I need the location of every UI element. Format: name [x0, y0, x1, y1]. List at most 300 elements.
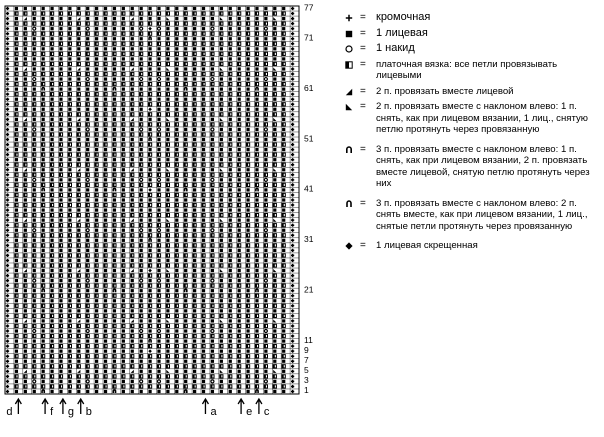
- chart-cell-knit: [122, 339, 125, 342]
- chart-cell-garter: [255, 365, 258, 368]
- chart-cell-garter: [238, 183, 241, 186]
- chart-cell-garter: [184, 22, 187, 25]
- chart-cell-knit: [220, 178, 223, 181]
- chart-cell-garter: [211, 274, 214, 277]
- chart-cell-garter: [24, 123, 27, 126]
- legend-item-garter: [342, 59, 600, 82]
- chart-cell-garter: [255, 203, 258, 206]
- chart-cell-knit: [95, 17, 98, 20]
- row-label: 71: [304, 32, 314, 43]
- chart-cell-knit: [264, 219, 267, 222]
- chart-cell-garter: [211, 62, 214, 65]
- chart-cell-garter: [193, 314, 196, 317]
- chart-cell-garter: [264, 52, 267, 55]
- legend-text: платочная вязка: все петли провязывать лицевыми: [376, 58, 558, 81]
- chart-cell-garter: [15, 324, 18, 327]
- chart-cell-knit: [246, 37, 249, 40]
- chart-cell-knit: [282, 299, 285, 302]
- chart-cell-knit: [86, 7, 89, 10]
- chart-cell-knit: [202, 158, 205, 161]
- chart-cell-knit: [175, 98, 178, 101]
- chart-cell-garter: [24, 224, 27, 227]
- chart-cell-knit: [193, 27, 196, 30]
- chart-cell-knit: [113, 168, 116, 171]
- chart-cell-garter: [157, 334, 160, 337]
- chart-cell-knit: [193, 279, 196, 282]
- chart-cell-garter: [42, 103, 45, 106]
- chart-cell-knit: [113, 57, 116, 60]
- chart-cell-garter: [184, 113, 187, 116]
- chart-cell-knit: [68, 7, 71, 10]
- edge-stitch-icon: [344, 13, 354, 23]
- chart-cell-garter: [59, 183, 62, 186]
- chart-cell-garter: [229, 32, 232, 35]
- chart-cell-knit: [42, 279, 45, 282]
- chart-cell-garter: [131, 244, 134, 247]
- chart-cell-knit: [140, 138, 143, 141]
- chart-cell-knit: [86, 269, 89, 272]
- chart-cell-garter: [86, 93, 89, 96]
- chart-cell-knit: [77, 77, 80, 80]
- chart-cell-knit: [95, 229, 98, 232]
- chart-cell-garter: [255, 385, 258, 388]
- chart-cell-knit: [202, 178, 205, 181]
- chart-cell-garter: [211, 244, 214, 247]
- chart-cell-garter: [42, 133, 45, 136]
- chart-cell-knit: [33, 309, 36, 312]
- chart-cell-garter: [246, 234, 249, 237]
- chart-cell-garter: [166, 294, 169, 297]
- chart-cell-garter: [86, 254, 89, 257]
- chart-cell-knit: [282, 27, 285, 30]
- chart-cell-garter: [157, 365, 160, 368]
- chart-cell-garter: [193, 214, 196, 217]
- chart-cell-garter: [42, 52, 45, 55]
- chart-cell-knit: [157, 259, 160, 262]
- chart-cell-knit: [68, 188, 71, 191]
- chart-cell-garter: [229, 62, 232, 65]
- chart-cell-knit: [282, 269, 285, 272]
- chart-cell-knit: [282, 77, 285, 80]
- chart-cell-garter: [175, 82, 178, 85]
- chart-cell-garter: [211, 355, 214, 358]
- chart-cell-knit: [193, 148, 196, 151]
- chart-cell-knit: [238, 229, 241, 232]
- chart-cell-garter: [68, 103, 71, 106]
- chart-cell-garter: [50, 173, 53, 176]
- chart-cell-knit: [238, 339, 241, 342]
- chart-cell-garter: [255, 334, 258, 337]
- chart-cell-knit: [282, 37, 285, 40]
- chart-cell-garter: [140, 193, 143, 196]
- chart-cell-knit: [140, 370, 143, 373]
- chart-cell-knit: [140, 17, 143, 20]
- chart-cell-knit: [95, 98, 98, 101]
- chart-cell-knit: [50, 329, 53, 332]
- chart-cell-garter: [140, 214, 143, 217]
- chart-cell-knit: [157, 360, 160, 363]
- row-label: 5: [304, 365, 309, 376]
- chart-cell-knit: [15, 279, 18, 282]
- chart-cell-knit: [68, 27, 71, 30]
- chart-cell-garter: [33, 62, 36, 65]
- chart-cell-garter: [68, 355, 71, 358]
- chart-cell-knit: [282, 108, 285, 111]
- chart-cell-garter: [220, 334, 223, 337]
- chart-cell-knit: [166, 360, 169, 363]
- chart-cell-garter: [264, 324, 267, 327]
- chart-cell-knit: [202, 259, 205, 262]
- chart-cell-garter: [282, 32, 285, 35]
- chart-cell-knit: [264, 269, 267, 272]
- chart-cell-knit: [220, 279, 223, 282]
- chart-cell-garter: [255, 314, 258, 317]
- chart-cell-garter: [175, 153, 178, 156]
- chart-cell-garter: [59, 163, 62, 166]
- chart-cell-knit: [273, 77, 276, 80]
- chart-cell-garter: [33, 203, 36, 206]
- chart-cell-knit: [140, 88, 143, 91]
- chart-cell-knit: [131, 339, 134, 342]
- chart-cell-garter: [255, 294, 258, 297]
- chart-cell-knit: [255, 309, 258, 312]
- chart-cell-knit: [131, 37, 134, 40]
- chart-cell-garter: [148, 103, 151, 106]
- chart-cell-knit: [95, 7, 98, 10]
- chart-cell-knit: [77, 27, 80, 30]
- chart-cell-knit: [95, 47, 98, 50]
- chart-cell-knit: [282, 219, 285, 222]
- chart-cell-garter: [202, 133, 205, 136]
- chart-cell-knit: [175, 118, 178, 121]
- chart-cell-knit: [24, 380, 27, 383]
- chart-cell-knit: [59, 88, 62, 91]
- chart-cell-garter: [184, 133, 187, 136]
- chart-cell-knit: [148, 88, 151, 91]
- chart-cell-garter: [59, 345, 62, 348]
- chart-cell-garter: [122, 294, 125, 297]
- chart-cell-garter: [15, 385, 18, 388]
- chart-cell-knit: [86, 47, 89, 50]
- chart-cell-knit: [113, 198, 116, 201]
- chart-cell-garter: [282, 214, 285, 217]
- chart-cell-garter: [220, 82, 223, 85]
- chart-cell-garter: [59, 143, 62, 146]
- chart-cell-knit: [140, 198, 143, 201]
- chart-cell-knit: [122, 309, 125, 312]
- row-label: 61: [304, 82, 314, 93]
- chart-cell-knit: [273, 198, 276, 201]
- chart-cell-garter: [77, 103, 80, 106]
- chart-cell-knit: [255, 67, 258, 70]
- chart-cell-garter: [175, 274, 178, 277]
- chart-cell-knit: [282, 208, 285, 211]
- chart-cell-garter: [15, 234, 18, 237]
- chart-cell-knit: [68, 128, 71, 131]
- chart-cell-knit: [229, 380, 232, 383]
- chart-cell-garter: [238, 62, 241, 65]
- chart-cell-garter: [122, 183, 125, 186]
- chart-cell-knit: [122, 178, 125, 181]
- chart-cell-garter: [184, 314, 187, 317]
- chart-cell-garter: [264, 314, 267, 317]
- stitch-marker-label: e: [246, 406, 253, 418]
- chart-cell-garter: [220, 183, 223, 186]
- chart-cell-garter: [122, 72, 125, 75]
- chart-cell-knit: [104, 108, 107, 111]
- chart-cell-knit: [15, 249, 18, 252]
- chart-cell-knit: [175, 390, 178, 393]
- chart-cell-garter: [15, 193, 18, 196]
- chart-cell-knit: [113, 229, 116, 232]
- chart-cell-knit: [33, 47, 36, 50]
- chart-cell-garter: [68, 193, 71, 196]
- chart-cell-garter: [282, 314, 285, 317]
- chart-cell-garter: [131, 324, 134, 327]
- chart-cell-garter: [122, 304, 125, 307]
- chart-cell-knit: [229, 77, 232, 80]
- chart-cell-garter: [59, 284, 62, 287]
- chart-cell-garter: [140, 234, 143, 237]
- chart-cell-knit: [140, 108, 143, 111]
- chart-cell-garter: [246, 72, 249, 75]
- chart-cell-knit: [229, 329, 232, 332]
- chart-cell-garter: [238, 224, 241, 227]
- chart-cell-knit: [193, 350, 196, 353]
- chart-cell-garter: [211, 72, 214, 75]
- legend-text: 2 п. провязать вместе с наклоном влево: 1 п. снять, как при лицевом вязании, 1 лиц., снятую петлю протянуть через провязанную: [376, 101, 588, 135]
- chart-cell-knit: [42, 168, 45, 171]
- chart-cell-garter: [193, 294, 196, 297]
- chart-cell-garter: [202, 314, 205, 317]
- chart-cell-garter: [157, 133, 160, 136]
- chart-cell-knit: [229, 178, 232, 181]
- chart-cell-knit: [273, 309, 276, 312]
- chart-cell-knit: [122, 198, 125, 201]
- chart-cell-knit: [193, 208, 196, 211]
- chart-cell-knit: [68, 67, 71, 70]
- chart-cell-knit: [229, 259, 232, 262]
- chart-cell-garter: [68, 224, 71, 227]
- chart-cell-garter: [148, 294, 151, 297]
- chart-cell-garter: [15, 284, 18, 287]
- chart-cell-garter: [131, 143, 134, 146]
- chart-cell-garter: [86, 82, 89, 85]
- chart-cell-knit: [229, 98, 232, 101]
- chart-cell-garter: [157, 153, 160, 156]
- chart-cell-garter: [50, 82, 53, 85]
- chart-cell-garter: [211, 193, 214, 196]
- chart-cell-knit: [122, 98, 125, 101]
- chart-cell-garter: [229, 264, 232, 267]
- chart-cell-garter: [59, 32, 62, 35]
- chart-cell-garter: [42, 324, 45, 327]
- chart-cell-garter: [220, 294, 223, 297]
- chart-cell-knit: [131, 77, 134, 80]
- chart-cell-knit: [246, 219, 249, 222]
- chart-cell-garter: [282, 254, 285, 257]
- chart-cell-knit: [184, 178, 187, 181]
- chart-cell-knit: [175, 148, 178, 151]
- chart-cell-garter: [42, 385, 45, 388]
- chart-cell-garter: [220, 324, 223, 327]
- chart-cell-garter: [246, 345, 249, 348]
- chart-cell-garter: [77, 294, 80, 297]
- chart-cell-garter: [33, 284, 36, 287]
- chart-cell-knit: [255, 138, 258, 141]
- chart-cell-garter: [255, 72, 258, 75]
- chart-cell-knit: [157, 118, 160, 121]
- chart-cell-knit: [273, 299, 276, 302]
- chart-cell-knit: [131, 289, 134, 292]
- chart-cell-garter: [148, 385, 151, 388]
- chart-cell-garter: [148, 304, 151, 307]
- chart-cell-knit: [255, 229, 258, 232]
- chart-cell-garter: [264, 93, 267, 96]
- chart-cell-garter: [24, 163, 27, 166]
- chart-cell-knit: [86, 67, 89, 70]
- chart-cell-knit: [104, 239, 107, 242]
- chart-cell-garter: [15, 123, 18, 126]
- chart-cell-garter: [246, 385, 249, 388]
- chart-cell-garter: [246, 42, 249, 45]
- chart-cell-garter: [86, 244, 89, 247]
- chart-cell-garter: [238, 143, 241, 146]
- chart-cell-garter: [24, 304, 27, 307]
- chart-cell-knit: [140, 47, 143, 50]
- chart-cell-garter: [193, 143, 196, 146]
- chart-cell-garter: [246, 203, 249, 206]
- chart-cell-garter: [264, 264, 267, 267]
- chart-cell-garter: [33, 264, 36, 267]
- chart-cell-knit: [86, 219, 89, 222]
- chart-cell-garter: [50, 355, 53, 358]
- chart-cell-garter: [193, 183, 196, 186]
- chart-cell-knit: [264, 249, 267, 252]
- chart-cell-knit: [33, 118, 36, 121]
- chart-cell-knit: [131, 148, 134, 151]
- chart-cell-knit: [122, 259, 125, 262]
- chart-cell-knit: [131, 57, 134, 60]
- chart-cell-garter: [68, 42, 71, 45]
- chart-cell-garter: [140, 224, 143, 227]
- chart-cell-garter: [175, 203, 178, 206]
- chart-cell-knit: [86, 158, 89, 161]
- chart-cell-garter: [193, 42, 196, 45]
- chart-cell-knit: [211, 219, 214, 222]
- chart-cell-garter: [157, 173, 160, 176]
- chart-cell-garter: [220, 224, 223, 227]
- chart-cell-garter: [175, 163, 178, 166]
- chart-cell-garter: [229, 153, 232, 156]
- chart-cell-knit: [175, 67, 178, 70]
- chart-cell-knit: [202, 88, 205, 91]
- chart-cell-knit: [238, 158, 241, 161]
- chart-cell-garter: [77, 254, 80, 257]
- chart-cell-garter: [77, 365, 80, 368]
- chart-cell-garter: [77, 163, 80, 166]
- chart-cell-knit: [211, 37, 214, 40]
- chart-cell-garter: [122, 334, 125, 337]
- legend-text: кромочная: [376, 11, 431, 23]
- chart-cell-garter: [166, 113, 169, 116]
- chart-cell-knit: [59, 98, 62, 101]
- chart-cell-garter: [131, 113, 134, 116]
- chart-cell-knit: [166, 309, 169, 312]
- chart-cell-garter: [255, 324, 258, 327]
- chart-cell-knit: [148, 118, 151, 121]
- chart-cell-garter: [15, 52, 18, 55]
- chart-cell-knit: [86, 138, 89, 141]
- chart-cell-garter: [140, 163, 143, 166]
- legend-equals: =: [360, 43, 366, 54]
- chart-cell-garter: [264, 203, 267, 206]
- chart-cell-garter: [255, 183, 258, 186]
- chart-cell-garter: [148, 284, 151, 287]
- chart-cell-garter: [157, 345, 160, 348]
- chart-cell-knit: [220, 360, 223, 363]
- chart-cell-knit: [166, 208, 169, 211]
- chart-cell-garter: [255, 22, 258, 25]
- chart-cell-knit: [220, 198, 223, 201]
- chart-cell-garter: [131, 82, 134, 85]
- chart-cell-knit: [175, 208, 178, 211]
- chart-cell-knit: [59, 239, 62, 242]
- row-label: 21: [304, 284, 314, 295]
- chart-cell-knit: [255, 7, 258, 10]
- chart-cell-knit: [131, 47, 134, 50]
- chart-cell-garter: [229, 274, 232, 277]
- chart-cell-knit: [175, 269, 178, 272]
- chart-cell-knit: [246, 57, 249, 60]
- chart-cell-garter: [238, 103, 241, 106]
- chart-cell-garter: [42, 42, 45, 45]
- chart-cell-garter: [59, 234, 62, 237]
- chart-cell-garter: [50, 294, 53, 297]
- chart-cell-knit: [229, 370, 232, 373]
- chart-cell-garter: [131, 183, 134, 186]
- chart-cell-knit: [113, 118, 116, 121]
- chart-cell-knit: [50, 138, 53, 141]
- chart-cell-garter: [140, 12, 143, 15]
- chart-cell-garter: [86, 385, 89, 388]
- chart-cell-garter: [140, 173, 143, 176]
- chart-cell-garter: [59, 274, 62, 277]
- chart-cell-knit: [264, 289, 267, 292]
- chart-cell-garter: [193, 133, 196, 136]
- chart-cell-garter: [59, 334, 62, 337]
- chart-cell-garter: [157, 274, 160, 277]
- chart-cell-knit: [42, 77, 45, 80]
- chart-cell-garter: [59, 72, 62, 75]
- chart-cell-garter: [122, 153, 125, 156]
- chart-cell-knit: [50, 339, 53, 342]
- chart-cell-knit: [166, 148, 169, 151]
- chart-cell-knit: [95, 77, 98, 80]
- chart-cell-knit: [77, 289, 80, 292]
- chart-cell-garter: [246, 193, 249, 196]
- chart-cell-knit: [59, 37, 62, 40]
- chart-cell-knit: [68, 219, 71, 222]
- chart-cell-knit: [148, 47, 151, 50]
- chart-cell-knit: [166, 37, 169, 40]
- chart-cell-knit: [24, 128, 27, 131]
- chart-cell-garter: [255, 173, 258, 176]
- chart-cell-garter: [148, 32, 151, 35]
- chart-cell-knit: [148, 158, 151, 161]
- chart-cell-garter: [86, 133, 89, 136]
- chart-cell-knit: [238, 98, 241, 101]
